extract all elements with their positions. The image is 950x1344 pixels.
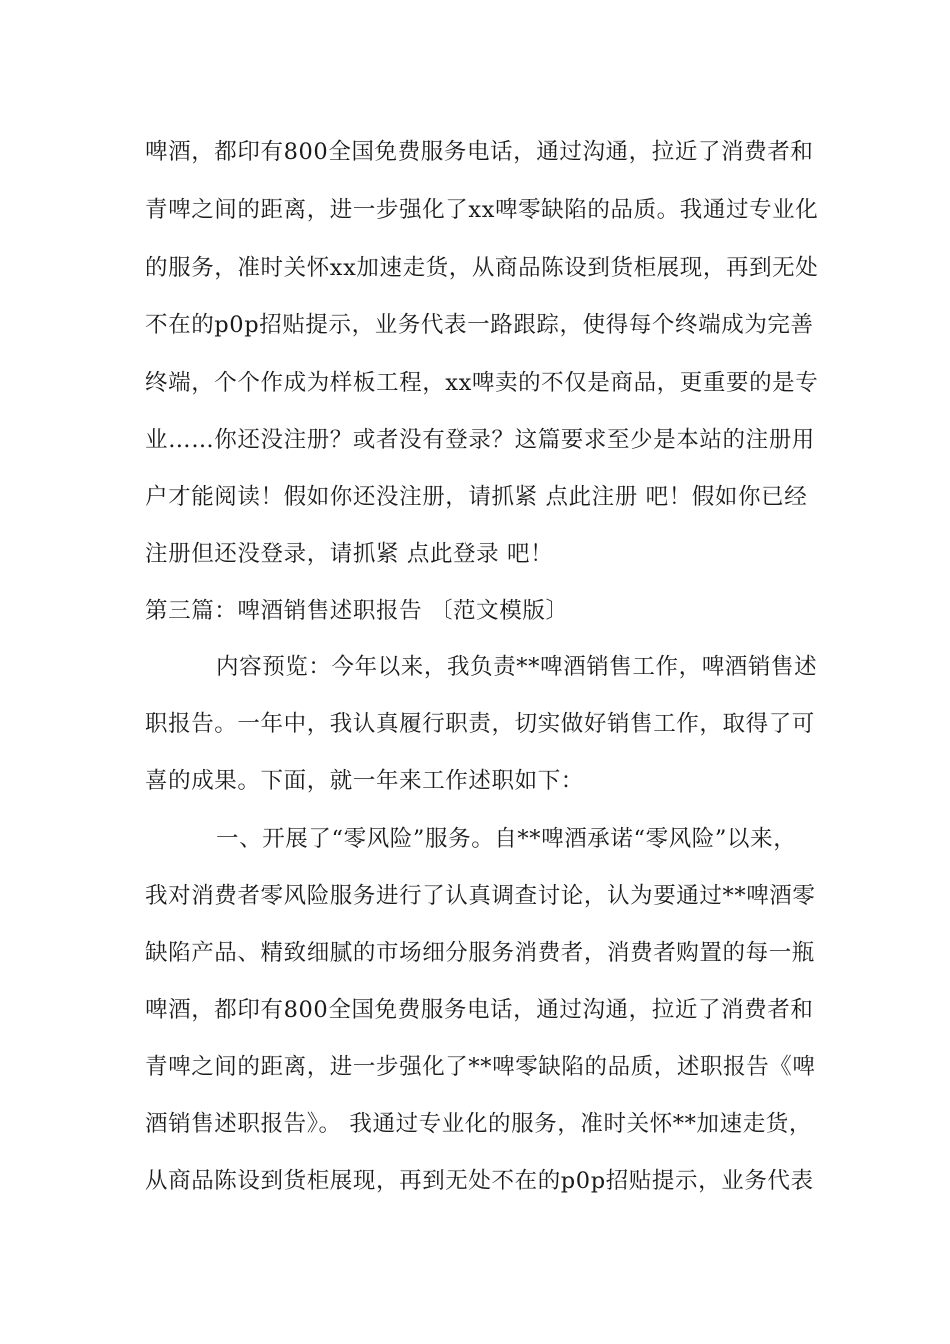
text-line: 终端，个个作成为样板工程，xx啤卖的不仅是商品，更重要的是专: [145, 370, 819, 396]
text-line: 注册但还没登录，请抓紧 点此登录 吧！: [145, 541, 554, 567]
text-line: 啤酒，都印有800全国免费服务电话，通过沟通，拉近了消费者和: [145, 997, 814, 1023]
text-line: 业……你还没注册？或者没有登录？这篇要求至少是本站的注册用: [145, 427, 815, 453]
text-line: 户才能阅读！假如你还没注册，请抓紧 点此注册 吧！假如你已经: [145, 484, 808, 510]
text-line: 不在的p0p招贴提示，业务代表一路跟踪，使得每个终端成为完善: [145, 312, 814, 338]
text-line: 青啤之间的距离，进一步强化了xx啤零缺陷的品质。我通过专业化: [145, 197, 819, 223]
text-line: 内容预览：今年以来，我负责**啤酒销售工作，啤酒销售述: [216, 654, 818, 680]
text-line: 职报告。一年中，我认真履行职责，切实做好销售工作，取得了可: [145, 711, 815, 737]
text-line: 从商品陈设到货柜展现，再到无处不在的p0p招贴提示，业务代表: [145, 1168, 814, 1194]
section-heading: 第三篇：啤酒销售述职报告 〔范文模版〕: [145, 598, 569, 624]
text-line: 缺陷产品、精致细腻的市场细分服务消费者，消费者购置的每一瓶: [145, 940, 815, 966]
text-line: 的服务，准时关怀xx加速走货，从商品陈设到货柜展现，再到无处: [145, 255, 819, 281]
text-line: 酒销售述职报告》。 我通过专业化的服务，准时关怀**加速走货，: [145, 1111, 813, 1137]
text-line: 青啤之间的距离，进一步强化了**啤零缺陷的品质，述职报告《啤: [145, 1054, 816, 1080]
text-line: 我对消费者零风险服务进行了认真调查讨论，认为要通过**啤酒零: [145, 883, 816, 909]
text-line: 一、开展了“零风险”服务。自**啤酒承诺“零风险”以来，: [216, 826, 797, 852]
text-line: 喜的成果。下面，就一年来工作述职如下：: [145, 768, 584, 794]
text-line: 啤酒，都印有800全国免费服务电话，通过沟通，拉近了消费者和: [145, 139, 814, 165]
